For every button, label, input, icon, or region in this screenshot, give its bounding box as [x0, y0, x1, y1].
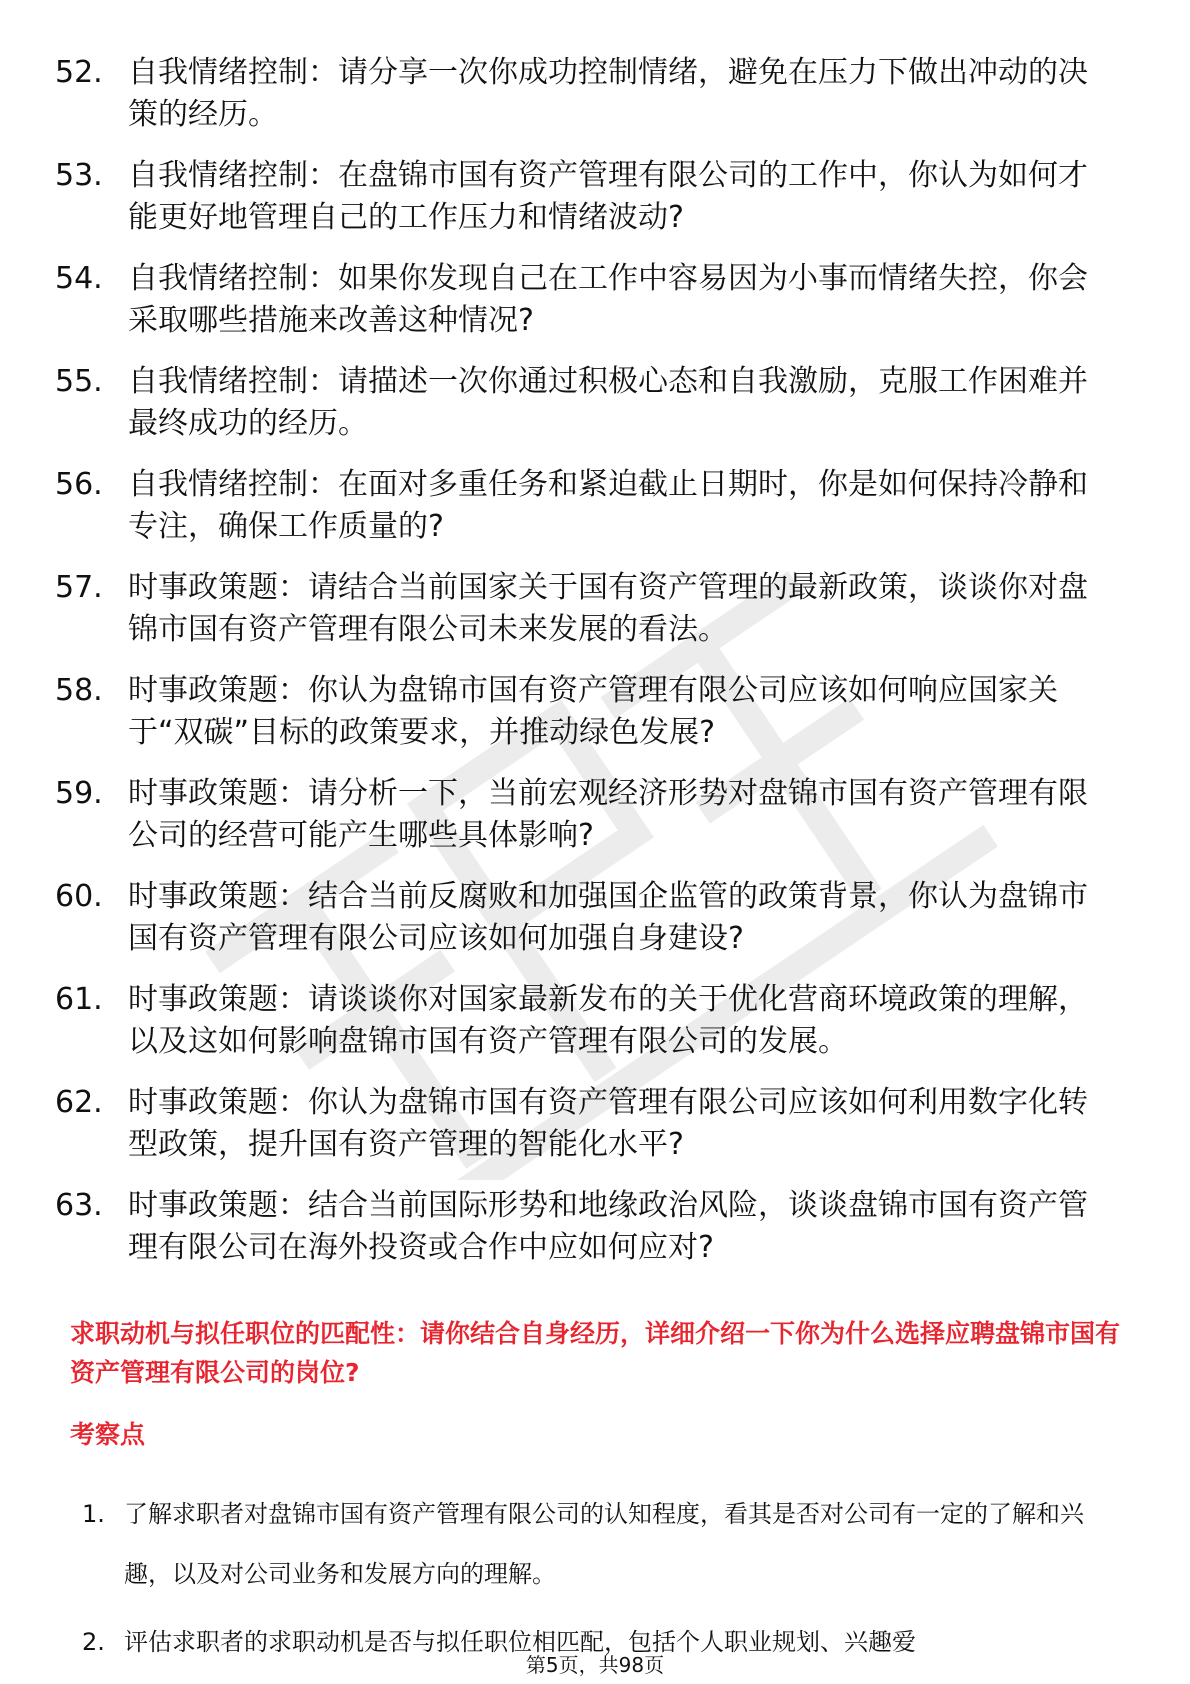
- page-number: 第5页，共98页: [525, 1653, 665, 1677]
- question-text: 时事政策题：结合当前国际形势和地缘政治风险，谈谈盘锦市国有资产管理有限公司在海外投资或合作中应如何应对?: [128, 1188, 1088, 1265]
- question-text: 时事政策题：请结合当前国家关于国有资产管理的最新政策，谈谈你对盘锦市国有资产管理有限公司未来发展的看法。: [128, 570, 1088, 647]
- question-text: 时事政策题：你认为盘锦市国有资产管理有限公司应该如何响应国家关于“双碳”目标的政策要求，并推动绿色发展?: [128, 673, 1058, 750]
- question-item: [55, 979, 1115, 1063]
- question-number: 55.: [55, 364, 103, 399]
- point-number: 1.: [82, 1500, 105, 1528]
- question-text: 自我情绪控制：在盘锦市国有资产管理有限公司的工作中，你认为如何才能更好地管理自己的工作压力和情绪波动?: [128, 158, 1088, 235]
- question-number: 52.: [55, 55, 103, 90]
- question-number: 56.: [55, 467, 103, 502]
- question-text: 时事政策题：你认为盘锦市国有资产管理有限公司应该如何利用数字化转型政策，提升国有资产管理的智能化水平?: [128, 1085, 1088, 1162]
- question-item: [55, 773, 1115, 857]
- question-item: [55, 258, 1115, 342]
- question-number: 53.: [55, 158, 103, 193]
- question-number: 63.: [55, 1188, 103, 1223]
- section-heading: 求职动机与拟任职位的匹配性：请你结合自身经历，详细介绍一下你为什么选择应聘盘锦市国有资产管理有限公司的岗位?: [70, 1319, 1121, 1387]
- question-text: 自我情绪控制：如果你发现自己在工作中容易因为小事而情绪失控，你会采取哪些措施来改善这种情况?: [128, 261, 1088, 338]
- question-number: 59.: [55, 776, 103, 811]
- point-text: 了解求职者对盘锦市国有资产管理有限公司的认知程度，看其是否对公司有一定的了解和兴趣，以及对公司业务和发展方向的理解。: [124, 1500, 1084, 1588]
- question-number: 54.: [55, 261, 103, 296]
- question-number: 57.: [55, 570, 103, 605]
- question-number: 60.: [55, 879, 103, 914]
- assessment-points-heading: 考察点: [70, 1420, 146, 1449]
- question-text: 自我情绪控制：请分享一次你成功控制情绪，避免在压力下做出冲动的决策的经历。: [128, 55, 1088, 132]
- question-item: [55, 1082, 1115, 1166]
- assessment-points-list: [82, 1484, 1122, 1680]
- question-text: 时事政策题：请谈谈你对国家最新发布的关于优化营商环境政策的理解，以及这如何影响盘锦市国有资产管理有限公司的发展。: [128, 982, 1088, 1059]
- question-item: [55, 361, 1115, 445]
- point-text: 评估求职者的求职动机是否与拟任职位相匹配，包括个人职业规划、兴趣爱: [124, 1628, 916, 1656]
- question-item: [55, 670, 1115, 754]
- question-number: 61.: [55, 982, 103, 1017]
- question-item: [55, 464, 1115, 548]
- question-item: [55, 876, 1115, 960]
- assessment-point: [82, 1484, 1122, 1604]
- question-item: [55, 52, 1115, 136]
- question-text: 时事政策题：请分析一下，当前宏观经济形势对盘锦市国有资产管理有限公司的经营可能产生哪些具体影响?: [128, 776, 1088, 853]
- point-number: 2.: [82, 1628, 105, 1656]
- question-list: [55, 52, 1115, 1288]
- question-item: [55, 155, 1115, 239]
- question-item: [55, 567, 1115, 651]
- question-number: 58.: [55, 673, 103, 708]
- question-number: 62.: [55, 1085, 103, 1120]
- question-text: 自我情绪控制：在面对多重任务和紧迫截止日期时，你是如何保持冷静和专注，确保工作质量的?: [128, 467, 1088, 544]
- question-text: 时事政策题：结合当前反腐败和加强国企监管的政策背景，你认为盘锦市国有资产管理有限公司应该如何加强自身建设?: [128, 879, 1088, 956]
- question-item: [55, 1185, 1115, 1269]
- question-text: 自我情绪控制：请描述一次你通过积极心态和自我激励，克服工作困难并最终成功的经历。: [128, 364, 1088, 441]
